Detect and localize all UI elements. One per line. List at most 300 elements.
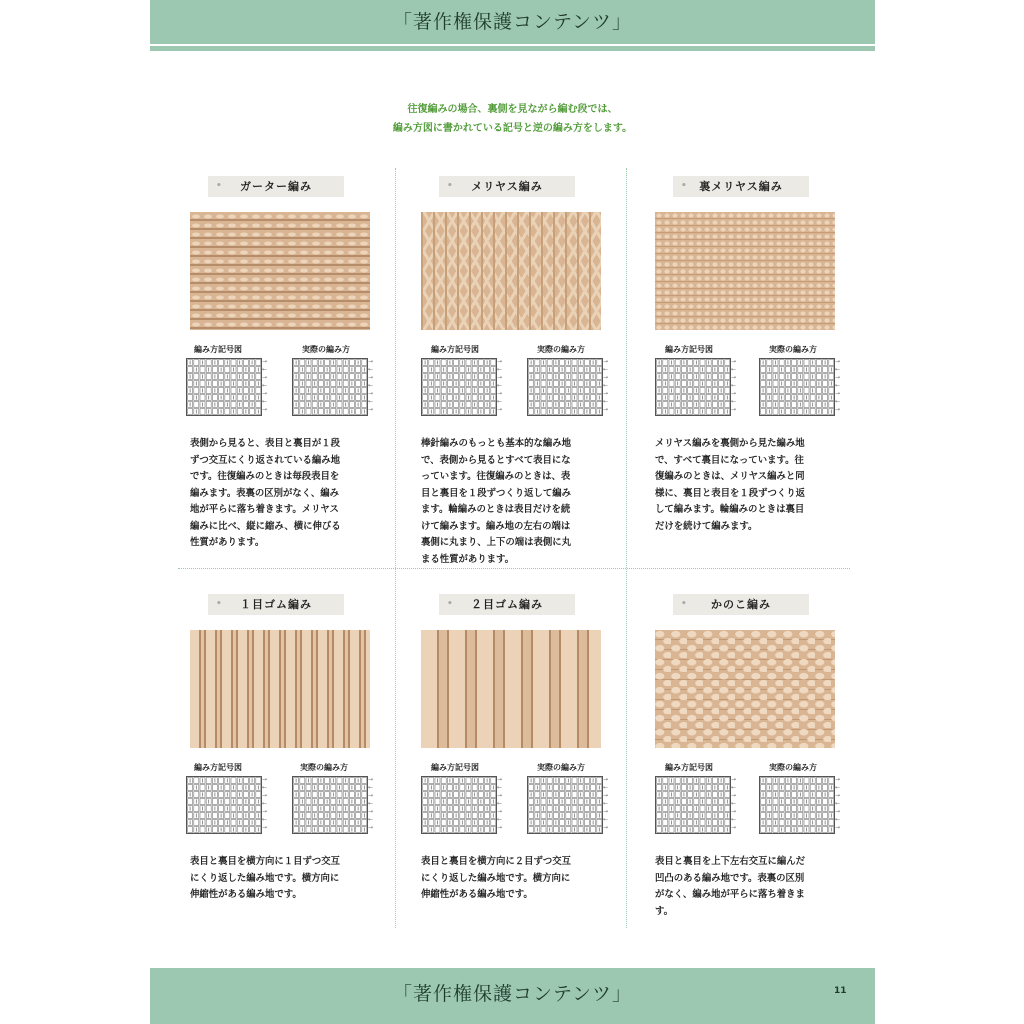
row-arrow-icon: ← [731,784,737,791]
chart-cell [597,388,602,394]
chart-cell [478,792,483,798]
row-arrow-icon: ← [731,816,737,823]
chart-cell [597,792,602,798]
chart-cell [356,827,361,833]
chart-cell [188,827,193,833]
row-arrow-icon: ← [731,366,737,373]
chart-cell [331,367,336,373]
stitch-photo [421,630,601,748]
chart-cell [485,813,490,819]
chart-cell [194,778,199,784]
chart-cell [237,799,242,805]
symbol-chart [421,358,497,416]
chart-cell [566,827,571,833]
chart-cell [300,402,305,408]
chart-cell [441,820,446,826]
chart-cell [466,360,471,366]
chart-cell [681,813,686,819]
chart-cell [447,813,452,819]
chart-cell [454,778,459,784]
chart-cell [243,360,248,366]
chart-cell [243,820,248,826]
chart-cell [225,367,230,373]
chart-cell [219,806,224,812]
actual-label: 実際の編み方 [300,763,348,772]
chart-cell [478,388,483,394]
chart-cell [785,381,790,387]
row-arrow-icon: → [368,808,374,815]
chart-cell [337,374,342,380]
chart-cell [243,402,248,408]
chart-cell [212,799,217,805]
chart-label: 編み方記号図 [431,345,479,354]
chart-cell [798,813,803,819]
chart-cell [688,792,693,798]
stitch-card-garter [176,176,376,556]
chart-cell [823,799,828,805]
chart-cell [194,388,199,394]
chart-cell [779,806,784,812]
chart-cell [560,374,565,380]
chart-cell [816,360,821,366]
chart-cell [429,778,434,784]
chart-cell [669,367,674,373]
chart-cell [219,402,224,408]
chart-cell [566,367,571,373]
chart-cell [331,799,336,805]
chart-cell [669,827,674,833]
chart-cell [491,778,496,784]
chart-cell [529,409,534,415]
chart-grid [760,777,834,833]
chart-cell [535,360,540,366]
chart-cell [212,827,217,833]
chart-cell [460,813,465,819]
row-arrow-icon: ← [835,784,841,791]
chart-grid [187,777,261,833]
chart-cell [188,395,193,401]
chart-cell [343,395,348,401]
chart-cell [212,395,217,401]
chart-cell [485,785,490,791]
chart-cell [243,388,248,394]
chart-cell [318,367,323,373]
chart-cell [810,785,815,791]
chart-cell [597,806,602,812]
chart-cell [584,360,589,366]
chart-cell [225,381,230,387]
chart-cell [219,388,224,394]
chart-cell [300,806,305,812]
chart-cell [231,778,236,784]
chart-cell [663,778,668,784]
chart-cell [810,813,815,819]
chart-cell [466,778,471,784]
row-arrows [368,358,376,414]
chart-cell [829,778,834,784]
chart-cell [306,395,311,401]
chart-cell [454,388,459,394]
chart-cell [256,374,261,380]
chart-cell [331,785,336,791]
chart-cell [719,785,724,791]
chart-cell [362,360,367,366]
chart-cell [219,778,224,784]
chart-cell [541,799,546,805]
stitch-card-rib-1x1 [176,594,376,934]
chart-cell [231,820,236,826]
chart-cell [212,367,217,373]
chart-cell [700,360,705,366]
chart-cell [553,827,558,833]
chart-cell [294,799,299,805]
chart-cell [578,813,583,819]
chart-cell [294,395,299,401]
chart-cell [725,360,730,366]
chart-cell [706,367,711,373]
chart-cell [188,381,193,387]
footer-banner: 「著作権保護コンテンツ」 [150,968,875,1024]
chart-cell [200,785,205,791]
chart-cell [566,409,571,415]
chart-cell [306,785,311,791]
chart-cell [700,820,705,826]
chart-cell [362,402,367,408]
chart-cell [663,388,668,394]
chart-cell [669,381,674,387]
chart-cell [429,374,434,380]
chart-cell [829,792,834,798]
chart-cell [560,360,565,366]
chart-cell [663,360,668,366]
chart-cell [491,374,496,380]
chart-cell [675,792,680,798]
chart-cell [306,409,311,415]
chart-cell [798,785,803,791]
chart-cell [362,792,367,798]
chart-cell [816,806,821,812]
chart-cell [566,785,571,791]
stitch-photo [655,630,835,748]
chart-cell [231,402,236,408]
chart-cell [597,374,602,380]
chart-cell [331,381,336,387]
row-arrow-icon: → [835,358,841,365]
chart-cell [200,813,205,819]
chart-cell [300,820,305,826]
chart-cell [337,778,342,784]
chart-cell [460,409,465,415]
row-arrow-icon: → [731,824,737,831]
chart-cell [572,360,577,366]
chart-cell [231,374,236,380]
chart-cell [491,820,496,826]
row-arrow-icon: → [603,390,609,397]
chart-cell [566,395,571,401]
chart-cell [712,388,717,394]
chart-cell [829,806,834,812]
chart-cell [188,785,193,791]
chart-cell [466,388,471,394]
chart-cell [219,360,224,366]
chart-cell [343,813,348,819]
chart-cell [541,827,546,833]
chart-cell [325,402,330,408]
chart-cell [767,402,772,408]
chart-cell [547,360,552,366]
chart-cell [256,806,261,812]
chart-cell [773,381,778,387]
chart-cell [231,388,236,394]
row-arrow-icon: → [262,824,268,831]
chart-cell [572,806,577,812]
chart-cell [535,374,540,380]
page [150,0,875,1024]
stitch-title: • かのこ編み [673,594,809,615]
chart-cell [547,792,552,798]
symbol-chart [655,776,731,834]
chart-cell [472,395,477,401]
chart-cell [547,806,552,812]
chart-cell [675,360,680,366]
chart-cell [362,374,367,380]
chart-cell [804,806,809,812]
chart-cell [719,381,724,387]
chart-cell [535,792,540,798]
chart-grid [422,359,496,415]
chart-cell [804,778,809,784]
chart-cell [669,799,674,805]
chart-cell [188,367,193,373]
chart-cell [325,820,330,826]
chart-label: 編み方記号図 [194,763,242,772]
chart-cell [560,820,565,826]
row-arrow-icon: → [368,374,374,381]
chart-cell [706,381,711,387]
chart-cell [200,395,205,401]
row-arrow-icon: ← [603,398,609,405]
chart-cell [256,402,261,408]
chart-cell [681,785,686,791]
chart-cell [578,367,583,373]
chart-cell [300,388,305,394]
chart-cell [688,388,693,394]
chart-cell [560,778,565,784]
stitch-description: 表側から見ると、表目と裏目が１段 ずつ交互にくり返されている編み地 です。往復編みのときは毎段表目を 編みます。表裏の区別がなく、編み 地が平らに落ち着きます。メリヤス 編みに比べ、縦に縮み、横に伸びる 性質があります。 [190,438,341,548]
chart-cell [219,374,224,380]
row-arrow-icon: ← [262,784,268,791]
chart-cell [362,778,367,784]
chart-cell [597,820,602,826]
row-arrow-icon: → [368,824,374,831]
row-arrow-icon: → [262,374,268,381]
row-arrow-icon: ← [603,800,609,807]
chart-cell [816,778,821,784]
chart-cell [560,806,565,812]
bullet-icon: • [447,181,454,191]
chart-cell [706,799,711,805]
row-arrow-icon: → [368,358,374,365]
chart-cell [725,778,730,784]
chart-cell [435,813,440,819]
chart-cell [429,820,434,826]
row-arrows [262,358,270,414]
chart-cell [447,367,452,373]
symbol-chart [186,358,262,416]
chart-cell [535,402,540,408]
chart-cell [572,374,577,380]
chart-cell [810,381,815,387]
chart-cell [700,374,705,380]
chart-cell [804,792,809,798]
chart-cell [256,820,261,826]
chart-cell [810,799,815,805]
chart-cell [237,785,242,791]
actual-label: 実際の編み方 [302,345,350,354]
chart-cell [529,799,534,805]
chart-cell [423,813,428,819]
stitch-description: 棒針編みのもっとも基本的な編み地 で、表側から見るとすべて表目にな っています。往復編みのときは、表 目と裏目を１段ずつくり返して編み ます。輪編みのときは表目だけを続 けて編みます。編み地の左右の端は 裏側に丸まり、上下の端は表側に丸 まる性質があります。 [421,438,572,565]
chart-cell [325,778,330,784]
row-arrow-icon: → [835,776,841,783]
actual-chart [292,358,368,416]
chart-cell [466,402,471,408]
chart-cell [798,799,803,805]
chart-cell [212,785,217,791]
chart-cell [318,381,323,387]
chart-cell [349,360,354,366]
chart-cell [441,806,446,812]
column-divider-2 [626,168,627,928]
chart-cell [688,820,693,826]
row-arrow-icon: → [497,358,503,365]
chart-cell [206,792,211,798]
chart-cell [206,374,211,380]
chart-cell [688,806,693,812]
chart-cell [829,820,834,826]
bullet-icon: • [216,599,223,609]
chart-cell [194,360,199,366]
row-arrows [603,358,611,414]
chart-cell [767,388,772,394]
chart-cell [294,827,299,833]
chart-cell [454,402,459,408]
chart-cell [343,381,348,387]
chart-cell [681,827,686,833]
row-arrow-icon: → [835,824,841,831]
row-arrow-icon: → [368,390,374,397]
chart-cell [578,395,583,401]
chart-cell [584,388,589,394]
row-arrow-icon: → [368,776,374,783]
chart-cell [712,360,717,366]
chart-cell [237,395,242,401]
chart-cell [472,827,477,833]
chart-cell [719,367,724,373]
chart-cell [572,820,577,826]
chart-cell [547,374,552,380]
chart-cell [675,402,680,408]
chart-cell [318,799,323,805]
chart-cell [460,367,465,373]
chart-cell [657,827,662,833]
chart-cell [669,395,674,401]
row-arrow-icon: → [603,824,609,831]
chart-cell [356,409,361,415]
chart-cell [225,813,230,819]
chart-cell [535,820,540,826]
stitch-photo [421,212,601,330]
chart-cell [325,374,330,380]
chart-cell [792,388,797,394]
chart-cell [578,785,583,791]
chart-cell [447,381,452,387]
chart-cell [816,820,821,826]
row-arrow-icon: → [497,808,503,815]
chart-cell [529,381,534,387]
chart-cell [312,778,317,784]
chart-cell [591,381,596,387]
row-arrows [497,776,505,832]
bullet-icon: • [681,599,688,609]
chart-cell [584,820,589,826]
chart-cell [700,792,705,798]
chart-cell [478,778,483,784]
row-arrow-icon: ← [262,382,268,389]
chart-cell [712,402,717,408]
chart-cell [706,395,711,401]
chart-cell [773,827,778,833]
chart-cell [472,367,477,373]
chart-cell [243,792,248,798]
row-arrows [262,776,270,832]
chart-cell [688,374,693,380]
chart-cell [225,799,230,805]
chart-cell [785,409,790,415]
row-arrows [731,358,739,414]
chart-cell [472,799,477,805]
chart-cell [491,360,496,366]
stitch-description: 表目と裏目を横方向に２目ずつ交互 にくり返した編み地です。横方向に 伸縮性がある編み地です。 [421,856,572,900]
row-arrow-icon: ← [497,816,503,823]
chart-cell [447,395,452,401]
chart-cell [206,778,211,784]
chart-cell [553,381,558,387]
chart-cell [829,360,834,366]
chart-cell [584,792,589,798]
chart-cell [423,827,428,833]
chart-cell [312,402,317,408]
stitch-description: メリヤス編みを裏側から見た編み地 で、すべて裏目になっています。往 復編みのときは、メリヤス編みと同 様に、裏目と表目を１段ずつくり返 して編みます。輪編みのときは裏目 だけを続けて編みます。 [655,438,806,532]
chart-cell [206,360,211,366]
chart-cell [773,799,778,805]
chart-cell [597,778,602,784]
chart-cell [694,785,699,791]
bullet-icon: • [216,181,223,191]
chart-cell [423,395,428,401]
chart-cell [200,409,205,415]
chart-cell [237,813,242,819]
chart-cell [712,806,717,812]
row-arrow-icon: ← [731,398,737,405]
chart-cell [188,813,193,819]
chart-cell [675,778,680,784]
chart-cell [719,813,724,819]
row-arrows [603,776,611,832]
row-arrow-icon: → [731,808,737,815]
row-arrow-icon: → [731,792,737,799]
chart-cell [591,799,596,805]
